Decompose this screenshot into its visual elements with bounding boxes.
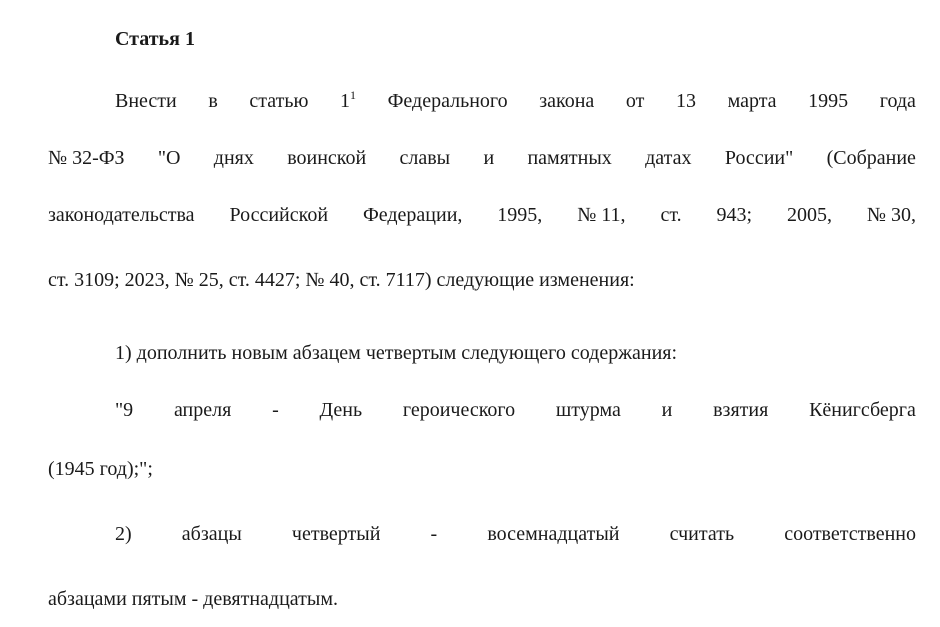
word: 13 — [675, 90, 696, 112]
word: № 11, — [577, 204, 626, 226]
word: Федерального — [387, 90, 508, 112]
amendment-item-2-line-2: абзацами пятым - девятнадцатым. — [48, 588, 338, 610]
article-heading: Статья 1 — [115, 28, 195, 50]
superscript: 1 — [350, 88, 357, 102]
word: закона — [539, 90, 595, 112]
word: и — [483, 147, 495, 169]
word: от — [625, 90, 645, 112]
word: "9 — [115, 399, 134, 421]
quote-line-1 — [115, 398, 916, 422]
word: статью — [249, 90, 309, 112]
word: (Собрание — [826, 147, 916, 169]
word: абзацы — [181, 523, 242, 545]
word: марта — [727, 90, 777, 112]
word: "О — [157, 147, 181, 169]
word: славы — [399, 147, 451, 169]
word: - — [272, 399, 279, 421]
word: считать — [669, 523, 735, 545]
word: в — [208, 90, 218, 112]
intro-line-1 — [115, 89, 916, 113]
intro-line-3 — [48, 203, 916, 227]
word: и — [661, 399, 673, 421]
word: днях — [213, 147, 254, 169]
word: - — [430, 523, 438, 545]
word: воинской — [287, 147, 367, 169]
intro-line-4: ст. 3109; 2023, № 25, ст. 4427; № 40, ст. 7117) следующие изменения: — [48, 269, 635, 291]
word: 1995, — [497, 204, 543, 226]
word: взятия — [713, 399, 769, 421]
amendment-item-2-line-1 — [115, 522, 916, 546]
word: Внести — [115, 90, 177, 112]
word: законодательства — [48, 204, 195, 226]
word: восемнадцатый — [487, 523, 620, 545]
word: ст. — [660, 204, 682, 226]
word: Российской — [229, 204, 329, 226]
word: Федерации, — [362, 204, 463, 226]
word: 2) — [115, 523, 132, 545]
word: соответственно — [784, 523, 916, 545]
word: 943; — [716, 204, 753, 226]
word: четвертый — [291, 523, 381, 545]
word: России" — [724, 147, 794, 169]
intro-line-2 — [48, 146, 916, 170]
word: датах — [645, 147, 692, 169]
word: № 32-ФЗ — [48, 147, 125, 169]
word: героического — [402, 399, 516, 421]
word: апреля — [173, 399, 232, 421]
word: День — [319, 399, 363, 421]
word: года — [879, 90, 916, 112]
word: штурма — [555, 399, 621, 421]
word: Кёнигсберга — [809, 399, 916, 421]
word: 2005, — [786, 204, 832, 226]
quote-line-2: (1945 год);"; — [48, 458, 153, 480]
word: № 30, — [866, 204, 916, 226]
word: памятных — [527, 147, 612, 169]
amendment-item-1: 1) дополнить новым абзацем четвертым следующего содержания: — [115, 342, 678, 364]
word: 1995 — [808, 90, 849, 112]
article-number: $1^1$ — [340, 88, 357, 112]
